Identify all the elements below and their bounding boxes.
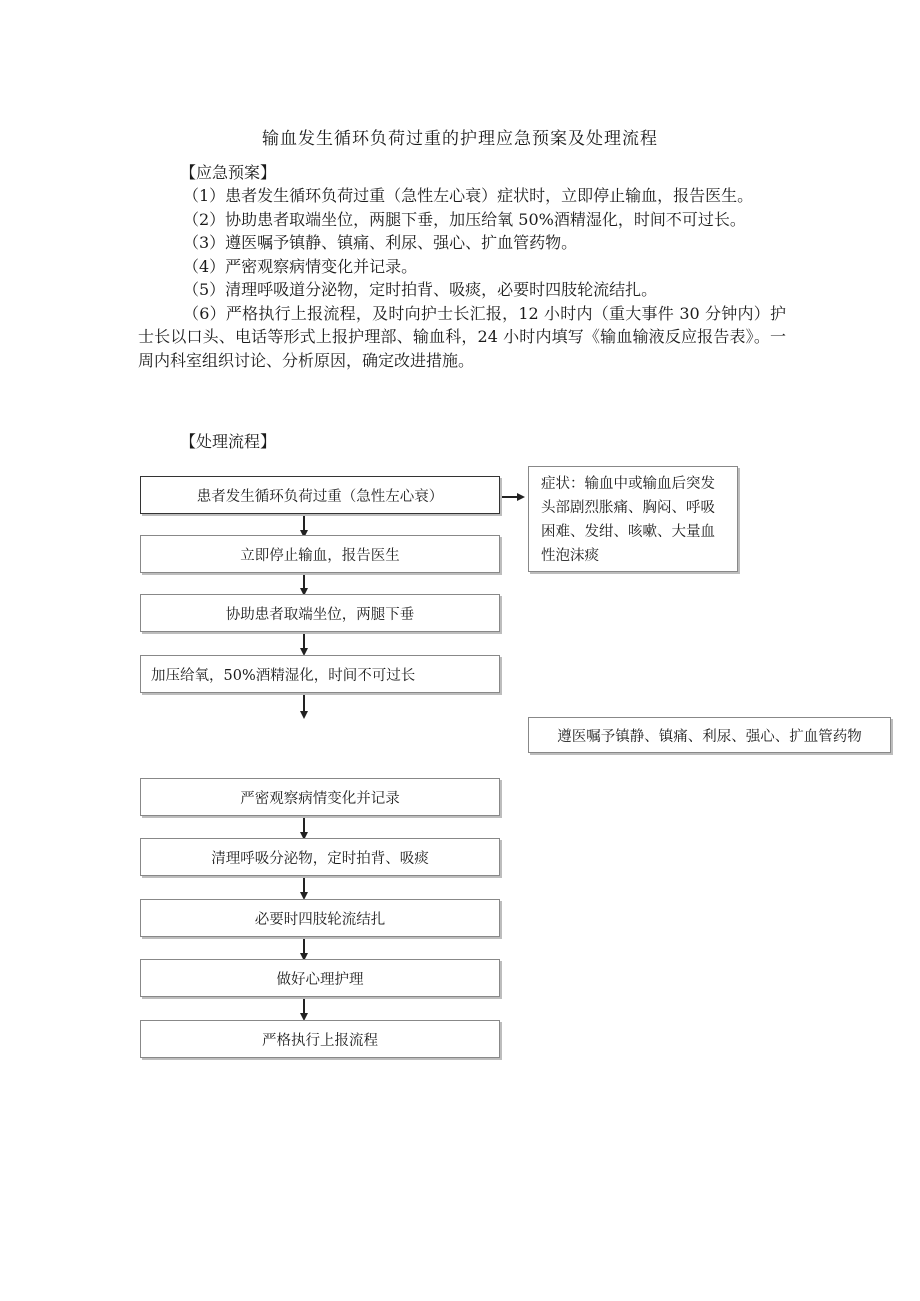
flow-step-7: 必要时四肢轮流结扎	[140, 899, 500, 937]
flow-step-4: 加压给氧，50%酒精湿化，时间不可过长	[140, 655, 500, 693]
flow-step-1: 患者发生循环负荷过重（急性左心衰）	[140, 476, 500, 514]
flow-step-9: 严格执行上报流程	[140, 1020, 500, 1058]
plan-item-6: （6）严格执行上报流程，及时向护士长汇报，12 小时内（重大事件 30 分钟内）护士长以口头、电话等形式上报护理部、输血科，24 小时内填写《输血输液反应报告表》。一周内科室组织讨论、分析原因，确定改进措施。	[138, 303, 786, 370]
flow-step-5: 严密观察病情变化并记录	[140, 778, 500, 816]
flow-side-medication: 遵医嘱予镇静、镇痛、利尿、强心、扩血管药物	[528, 717, 891, 753]
symptom-box: 症状：输血中或输血后突发头部剧烈胀痛、胸闷、呼吸困难、发绀、咳嗽、大量血性泡沫痰	[528, 466, 738, 572]
flow-step-6: 清理呼吸分泌物，定时拍背、吸痰	[140, 838, 500, 876]
plan-item-4: （4）严密观察病情变化并记录。	[183, 256, 418, 276]
flow-step-8: 做好心理护理	[140, 959, 500, 997]
flow-step-2: 立即停止输血，报告医生	[140, 535, 500, 573]
plan-item-3: （3）遵医嘱予镇静、镇痛、利尿、强心、扩血管药物。	[183, 233, 578, 252]
plan-item-2: （2）协助患者取端坐位，两腿下垂，加压给氧 50%酒精湿化，时间不可过长。	[183, 209, 746, 229]
plan-item-1: （1）患者发生循环负荷过重（急性左心衰）症状时，立即停止输血，报告医生。	[183, 186, 754, 205]
flow-step-3: 协助患者取端坐位，两腿下垂	[140, 594, 500, 632]
emergency-plan-heading: 【应急预案】	[180, 163, 277, 182]
document-title: 输血发生循环负荷过重的护理应急预案及处理流程	[262, 129, 658, 149]
process-heading: 【处理流程】	[180, 432, 277, 451]
plan-item-5: （5）清理呼吸道分泌物，定时拍背、吸痰，必要时四肢轮流结扎。	[183, 280, 658, 299]
